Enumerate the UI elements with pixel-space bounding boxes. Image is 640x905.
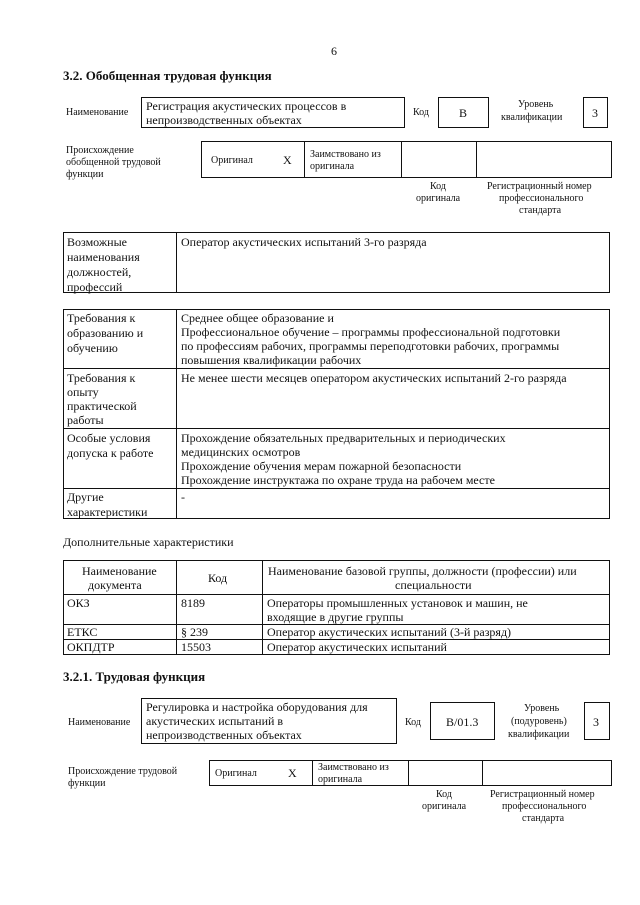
- add-header: Наименование: [82, 564, 157, 578]
- sub-borrowed-label-line: Заимствовано из: [318, 762, 389, 773]
- sub-origin-label-line: функции: [68, 778, 106, 789]
- level-label-line: Уровень: [518, 99, 554, 110]
- level-label-line: квалификации: [501, 112, 563, 123]
- positions-label-line: должностей,: [67, 265, 132, 279]
- sub-level-label-line: (подуровень): [511, 716, 567, 727]
- add-row-code: § 239: [181, 625, 208, 639]
- add-row-code: 15503: [181, 640, 211, 654]
- req-label-line: Особые условия: [67, 431, 151, 445]
- add-row-name: Оператор акустических испытаний (3-й разряд): [267, 625, 512, 639]
- add-row-code: 8189: [181, 596, 205, 610]
- code-value: В: [459, 106, 468, 120]
- sub-name-value-line: акустических испытаний в: [146, 714, 284, 728]
- additional-title: Дополнительные характеристики: [63, 535, 234, 549]
- sub-reg-caption: Регистрационный номер: [490, 789, 595, 800]
- code-label: Код: [413, 107, 429, 118]
- add-row-name: Оператор акустических испытаний: [267, 640, 447, 654]
- sub-origin-label-line: Происхождение трудовой: [68, 766, 178, 777]
- positions-label-line: профессий: [67, 280, 123, 294]
- sub-origin-box: [209, 760, 612, 786]
- add-row-name: входящие в другие группы: [267, 610, 404, 624]
- sub-original-label: Оригинал: [215, 768, 257, 779]
- sub-code-label: Код: [405, 717, 421, 728]
- sub-level-label-line: квалификации: [508, 729, 570, 740]
- original-mark: Х: [283, 153, 292, 167]
- reg-caption: Регистрационный номер: [487, 181, 592, 192]
- req-value-line: Прохождение инструктажа по охране труда на рабочем месте: [181, 473, 495, 487]
- level-value: 3: [592, 106, 598, 120]
- subsection-heading: 3.2.1. Трудовая функция: [63, 669, 206, 684]
- origin-label-line: Происхождение: [66, 145, 134, 156]
- sub-level-value-box: [584, 702, 610, 740]
- req-label-line: характеристики: [67, 505, 148, 519]
- req-label-line: обучению: [67, 341, 118, 355]
- reg-caption: стандарта: [519, 205, 562, 216]
- positions-value: Оператор акустических испытаний 3-го разряда: [181, 235, 427, 249]
- add-header: Наименование базовой группы, должности (профессии) или: [268, 564, 577, 578]
- sub-name-value-line: Регулировка и настройка оборудования для: [146, 700, 368, 714]
- add-header: Код: [208, 571, 228, 585]
- req-value-line: Профессиональное обучение – программы профессиональной подготовки: [181, 325, 561, 339]
- req-label-line: допуска к работе: [67, 446, 154, 460]
- section-heading: 3.2. Обобщенная трудовая функция: [63, 68, 272, 83]
- name-label: Наименование: [66, 107, 129, 118]
- req-label-line: Требования к: [67, 311, 136, 325]
- req-label-line: работы: [67, 413, 104, 427]
- req-label-line: Требования к: [67, 371, 136, 385]
- sub-code-value-box: [430, 702, 495, 740]
- sub-level-value: 3: [593, 715, 599, 729]
- req-value-line: Прохождение обязательных предварительных и периодических: [181, 431, 506, 445]
- level-value-box: [583, 97, 608, 128]
- reg-caption: профессионального: [499, 193, 584, 204]
- req-value-line: Не менее шести месяцев оператором акустических испытаний 2-го разряда: [181, 371, 567, 385]
- add-header: документа: [88, 578, 142, 592]
- code-orig-caption: оригинала: [416, 193, 461, 204]
- add-header: специальности: [395, 578, 472, 592]
- sub-name-value-line: непроизводственных объектах: [146, 728, 302, 742]
- add-row-doc: ОКПДТР: [67, 640, 115, 654]
- sub-code-value: В/01.3: [446, 715, 479, 729]
- sub-code-orig-caption: оригинала: [422, 801, 467, 812]
- add-row-doc: ЕТКС: [67, 625, 98, 639]
- name-value-line: непроизводственных объектах: [146, 113, 302, 127]
- sub-original-mark: Х: [288, 766, 297, 780]
- req-value-line: Среднее общее образование и: [181, 311, 334, 325]
- req-value-line: Прохождение обучения мерам пожарной безопасности: [181, 459, 462, 473]
- req-label-line: опыту: [67, 385, 99, 399]
- code-orig-caption: Код: [430, 181, 446, 192]
- name-value-box: [141, 97, 405, 128]
- sub-reg-caption: профессионального: [502, 801, 587, 812]
- sub-borrowed-label-line: оригинала: [318, 774, 363, 785]
- req-value-line: -: [181, 490, 185, 504]
- origin-label-line: обобщенной трудовой: [66, 157, 161, 168]
- page-number: 6: [331, 44, 337, 58]
- sub-name-value-box: [141, 698, 397, 744]
- sub-reg-caption: стандарта: [522, 813, 565, 824]
- name-value-line: Регистрация акустических процессов в: [146, 99, 347, 113]
- add-row-doc: ОКЗ: [67, 596, 90, 610]
- sub-name-label: Наименование: [68, 717, 131, 728]
- req-label-line: Другие: [67, 490, 104, 504]
- req-value-line: повышения квалификации рабочих: [181, 353, 362, 367]
- add-row-name: Операторы промышленных установок и машин, не: [267, 596, 528, 610]
- positions-label-line: Возможные: [67, 235, 127, 249]
- sub-code-orig-caption: Код: [436, 789, 452, 800]
- sub-level-label-line: Уровень: [524, 703, 560, 714]
- req-value-line: медицинских осмотров: [181, 445, 301, 459]
- req-value-line: по профессиям рабочих, программы переподготовки рабочих, программы: [181, 339, 560, 353]
- borrowed-label-line: оригинала: [310, 161, 355, 172]
- req-label-line: практической: [67, 399, 137, 413]
- req-label-line: образованию и: [67, 326, 144, 340]
- code-value-box: [438, 97, 489, 128]
- origin-label-line: функции: [66, 169, 104, 180]
- origin-box: [201, 141, 612, 178]
- original-label: Оригинал: [211, 155, 253, 166]
- borrowed-label-line: Заимствовано из: [310, 149, 381, 160]
- positions-label-line: наименования: [67, 250, 140, 264]
